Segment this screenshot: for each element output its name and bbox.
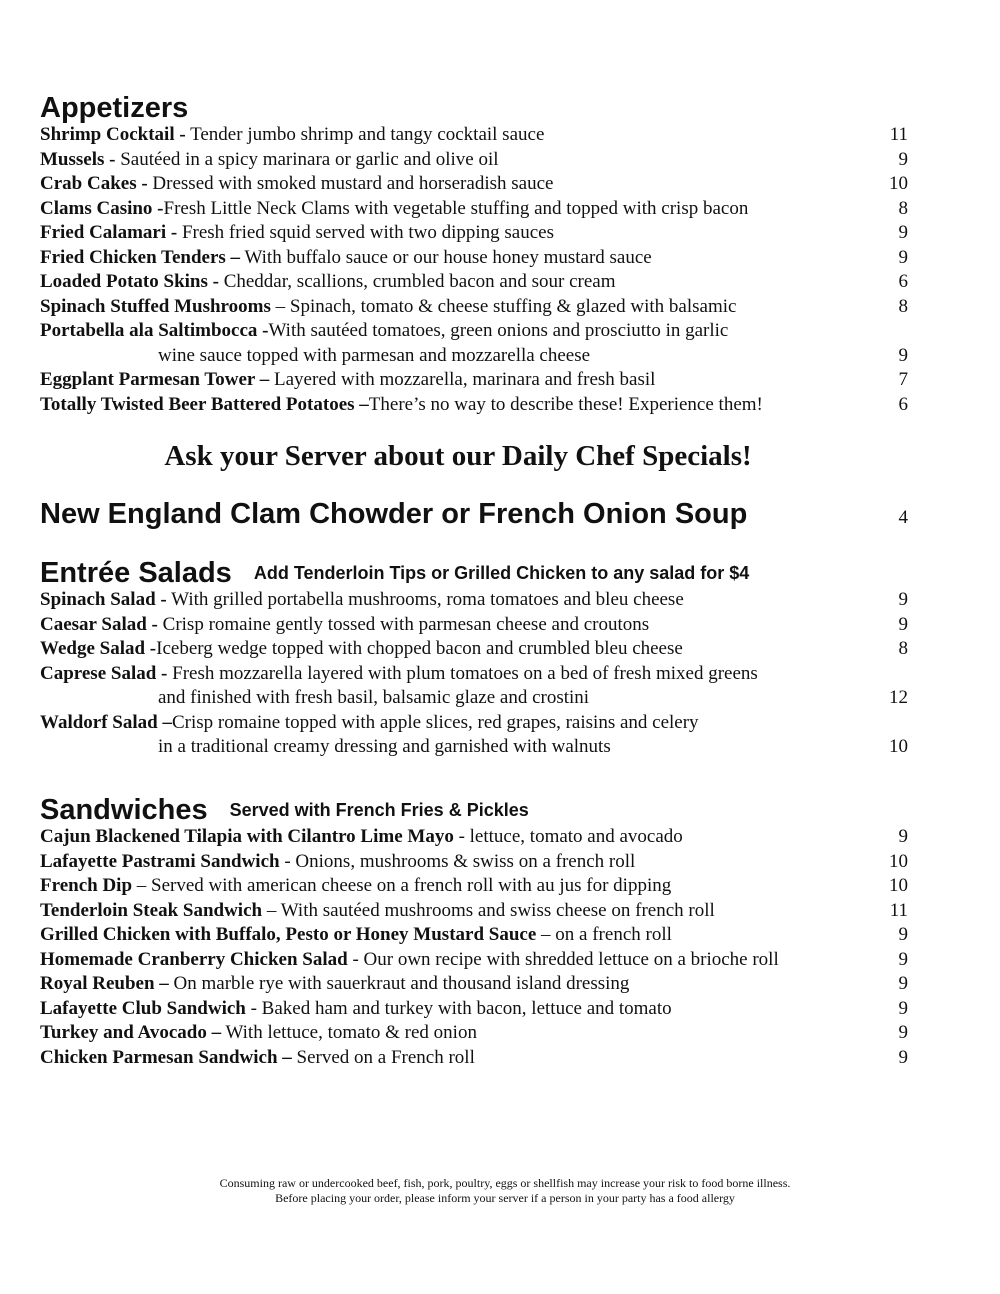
menu-item-name: Lafayette Pastrami Sandwich (40, 850, 280, 872)
menu-item (40, 197, 908, 222)
menu-item-price: 12 (889, 687, 908, 708)
sandwiches-title: Sandwiches (40, 794, 208, 826)
menu-item-description: Served on a French roll (291, 1046, 475, 1068)
menu-item (40, 662, 908, 711)
menu-item (40, 711, 908, 760)
menu-item-description: There’s no way to describe these! Experience them! (368, 393, 763, 415)
menu-item-name: Caprese Salad - (40, 662, 168, 684)
menu-item (40, 613, 908, 638)
menu-item-price: 11 (889, 124, 908, 145)
salads-heading (40, 557, 749, 589)
soup-title: New England Clam Chowder or French Onion Soup (40, 498, 748, 530)
menu-item-description: – Spinach, tomato & cheese stuffing & glazed with balsamic (270, 295, 737, 317)
menu-item-price: 9 (898, 997, 908, 1019)
menu-item (40, 637, 908, 662)
menu-item-name: French Dip (40, 875, 133, 896)
menu-item-price: 9 (898, 826, 908, 847)
menu-item (40, 899, 908, 924)
menu-item-price: 6 (898, 393, 908, 415)
menu-item (40, 221, 908, 246)
menu-item-price: 9 (898, 613, 908, 635)
soup-price: 4 (898, 507, 908, 528)
menu-item-price: 9 (898, 589, 908, 610)
menu-item-name: Lafayette Club Sandwich (40, 997, 246, 1019)
appetizers-heading (40, 92, 188, 124)
menu-item-description: With sautéed tomatoes, green onions and prosciutto in garlic (268, 320, 729, 341)
menu-item (40, 874, 908, 899)
menu-item-name: Cajun Blackened Tilapia with Cilantro Lime Mayo (40, 826, 454, 847)
menu-item-description: – Served with american cheese on a french roll with au jus for dipping (132, 875, 672, 896)
menu-item-name: Clams Casino - (40, 197, 164, 219)
menu-item-description: Dressed with smoked mustard and horseradish sauce (147, 173, 554, 194)
menu-item-description: Iceberg wedge topped with chopped bacon and crumbled bleu cheese (156, 638, 683, 659)
menu-item-description: Tender jumbo shrimp and tangy cocktail sauce (185, 124, 545, 145)
menu-item (40, 923, 908, 948)
menu-item-description: Fresh fried squid served with two dipping sauces (177, 222, 554, 243)
menu-item-description: Sautéed in a spicy marinara or garlic and olive oil (115, 148, 499, 170)
menu-item-price: 10 (889, 850, 908, 872)
menu-item-price: 9 (898, 948, 908, 970)
menu-item-price: 10 (889, 736, 908, 757)
menu-item-name: Turkey and Avocado – (40, 1022, 222, 1043)
menu-item-name: Totally Twisted Beer Battered Potatoes – (40, 393, 369, 415)
menu-item (40, 825, 908, 850)
menu-item-name: Fried Chicken Tenders – (40, 246, 241, 268)
menu-item-price: 11 (889, 899, 908, 921)
menu-item-price: 9 (898, 222, 908, 243)
menu-item-price: 6 (898, 271, 908, 292)
menu-item (40, 393, 908, 418)
specials-callout: Ask your Server about our Daily Chef Specials! (164, 440, 752, 472)
menu-item-description: Fresh Little Neck Clams with vegetable stuffing and topped with crisp bacon (163, 197, 749, 219)
menu-item-description: - Onions, mushrooms & swiss on a french roll (279, 850, 636, 872)
menu-item-description: With grilled portabella mushrooms, roma tomatoes and bleu cheese (166, 589, 684, 610)
menu-item-price: 9 (898, 344, 908, 366)
menu-item-name: Spinach Salad - (40, 589, 167, 610)
menu-item-description: Fresh mozzarella layered with plum tomatoes on a bed of fresh mixed greens (167, 662, 758, 684)
menu-item-description-continued: wine sauce topped with parmesan and mozzarella cheese (158, 344, 591, 366)
menu-item-name: Waldorf Salad – (40, 711, 172, 733)
menu-item-name: Wedge Salad - (40, 638, 157, 659)
menu-item-name: Spinach Stuffed Mushrooms (40, 295, 271, 317)
menu-item (40, 246, 908, 271)
menu-item (40, 123, 908, 148)
menu-item-description: – With sautéed mushrooms and swiss cheese on french roll (262, 899, 715, 921)
menu-item-price: 9 (898, 924, 908, 945)
menu-item-price: 9 (898, 148, 908, 170)
menu-item (40, 319, 908, 368)
menu-item-name: Chicken Parmesan Sandwich – (40, 1046, 292, 1068)
menu-item-name: Caesar Salad - (40, 613, 158, 635)
menu-item-price: 8 (898, 638, 908, 659)
menu-item-description: Cheddar, scallions, crumbled bacon and sour cream (218, 271, 616, 292)
menu-item-name: Eggplant Parmesan Tower – (40, 369, 270, 390)
menu-item-name: Portabella ala Saltimbocca - (40, 320, 269, 341)
notice-line-2: Before placing your order, please inform your server if a person in your party has a food allergy (275, 1191, 735, 1205)
menu-item-price: 9 (898, 1046, 908, 1068)
menu-item (40, 148, 908, 173)
notice-line-1: Consuming raw or undercooked beef, fish, pork, poultry, eggs or shellfish may increase your risk to food borne illness. (219, 1176, 791, 1190)
menu-item (40, 172, 908, 197)
menu-item-price: 8 (898, 197, 908, 219)
menu-item-price: 9 (898, 1022, 908, 1043)
menu-item (40, 972, 908, 997)
menu-item (40, 1046, 908, 1071)
menu-item-name: Homemade Cranberry Chicken Salad (40, 948, 348, 970)
appetizers-title: Appetizers (40, 92, 189, 124)
salads-subtitle: Add Tenderloin Tips or Grilled Chicken to any salad for $4 (253, 563, 750, 583)
menu-item-description: – on a french roll (536, 924, 672, 945)
menu-item-description: - Our own recipe with shredded lettuce on a brioche roll (347, 948, 779, 970)
menu-item-name: Tenderloin Steak Sandwich (40, 899, 263, 921)
soup-row (40, 498, 908, 531)
menu-item-price: 10 (889, 875, 908, 896)
menu-item-description: With lettuce, tomato & red onion (221, 1022, 477, 1043)
menu-item (40, 368, 908, 393)
menu-item-description: Crisp romaine topped with apple slices, red grapes, raisins and celery (171, 711, 699, 733)
menu-item-price: 10 (889, 173, 908, 194)
menu-item-price: 7 (898, 369, 908, 390)
menu-item (40, 1021, 908, 1046)
menu-item-name: Shrimp Cocktail - (40, 124, 186, 145)
sandwiches-heading (40, 794, 529, 826)
menu-item-description: - Baked ham and turkey with bacon, lettuce and tomato (245, 997, 672, 1019)
menu-item-name: Mussels - (40, 148, 116, 170)
menu-item (40, 997, 908, 1022)
allergy-notice (40, 1176, 970, 1206)
menu-item-description: With buffalo sauce or our house honey mustard sauce (240, 246, 652, 268)
salads-title: Entrée Salads (40, 557, 232, 589)
menu-item-description: - lettuce, tomato and avocado (453, 826, 683, 847)
menu-item-description: On marble rye with sauerkraut and thousand island dressing (168, 973, 630, 994)
menu-item-name: Loaded Potato Skins - (40, 271, 219, 292)
menu-item (40, 270, 908, 295)
menu-item-description-continued: and finished with fresh basil, balsamic glaze and crostini (158, 687, 590, 708)
menu-item-description-continued: in a traditional creamy dressing and garnished with walnuts (158, 736, 611, 757)
menu-item (40, 295, 908, 320)
menu-item-description: Layered with mozzarella, marinara and fresh basil (269, 369, 656, 390)
menu-item-name: Crab Cakes - (40, 173, 148, 194)
menu-item-name: Royal Reuben – (40, 973, 169, 994)
menu-item-price: 8 (898, 295, 908, 317)
menu-item (40, 588, 908, 613)
menu-item-name: Grilled Chicken with Buffalo, Pesto or Honey Mustard Sauce (40, 924, 537, 945)
menu-item (40, 850, 908, 875)
menu-item-price: 9 (898, 973, 908, 994)
menu-item-description: Crisp romaine gently tossed with parmesan cheese and croutons (157, 613, 650, 635)
menu-item (40, 948, 908, 973)
menu-item-name: Fried Calamari - (40, 222, 178, 243)
sandwiches-subtitle: Served with French Fries & Pickles (229, 800, 529, 820)
menu-item-price: 9 (898, 246, 908, 268)
